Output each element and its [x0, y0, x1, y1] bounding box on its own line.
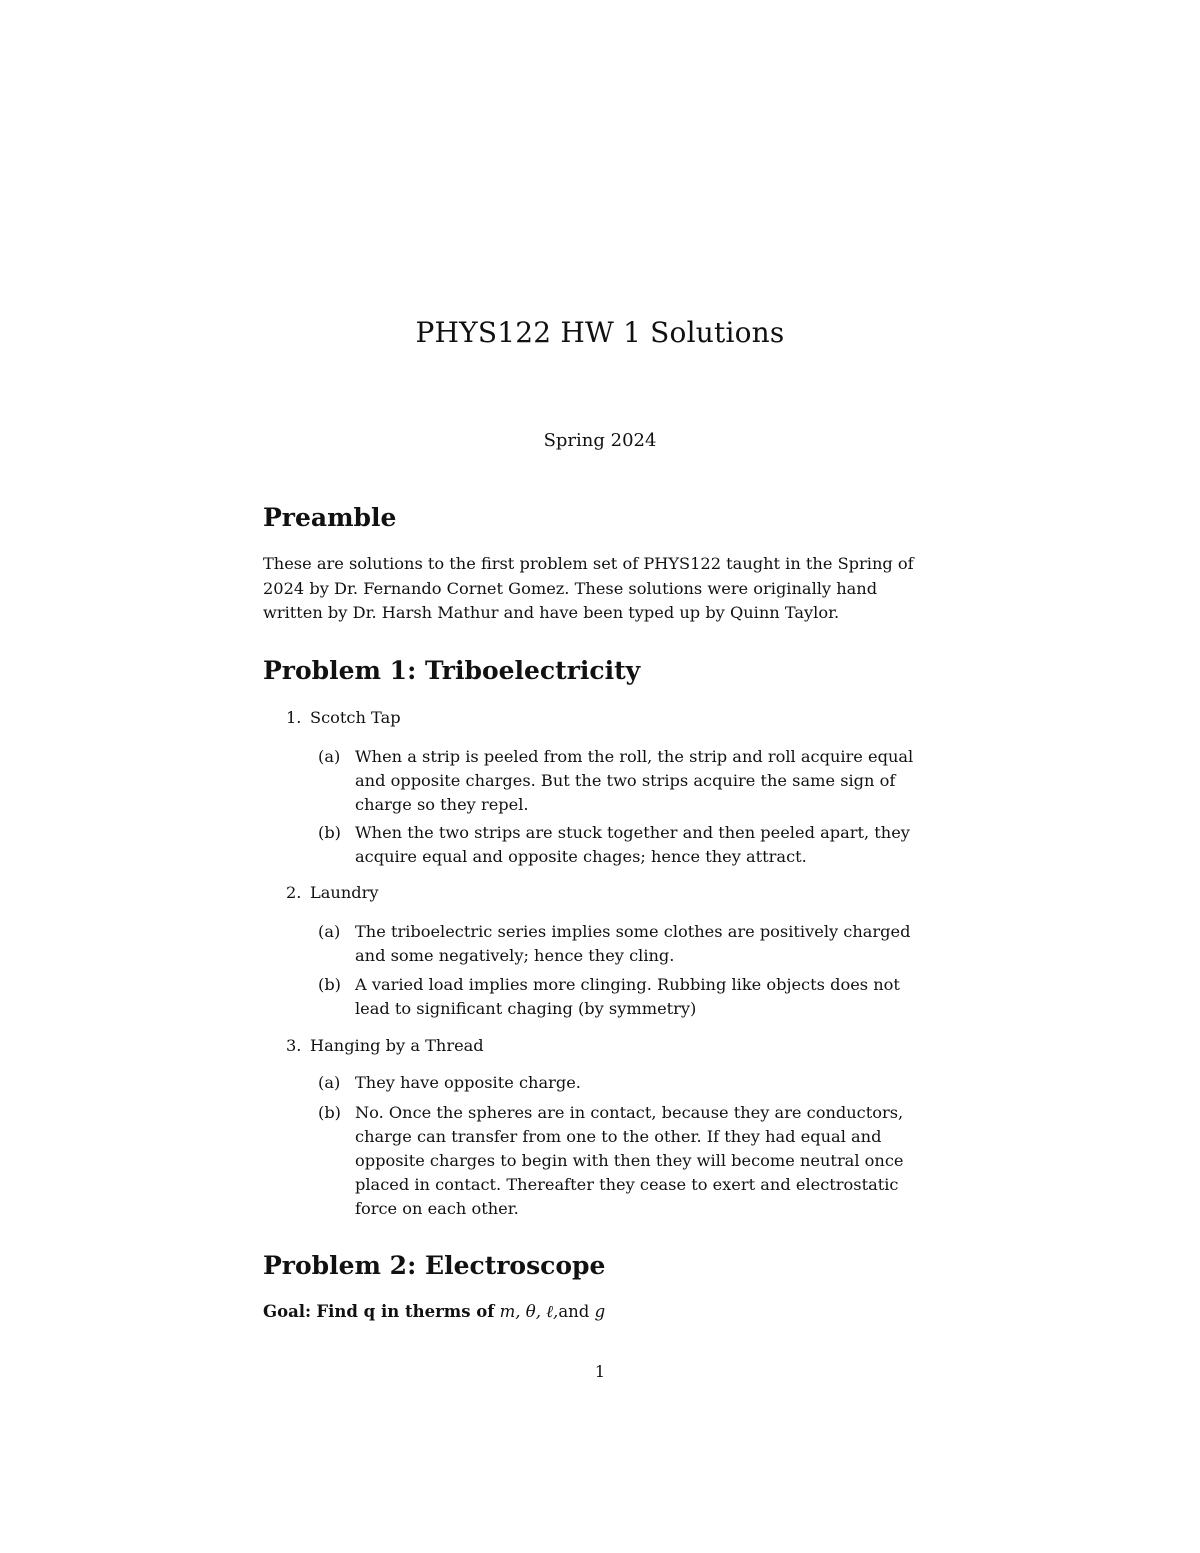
list-item-label: Scotch Tap [310, 708, 401, 727]
list-item [286, 706, 946, 730]
list-item [286, 1034, 946, 1058]
list-item-number: 1. [286, 708, 302, 727]
sub-item-label: (b) [318, 1103, 341, 1122]
page-number: 1 [594, 1362, 606, 1381]
list-item-number: 3. [286, 1036, 302, 1055]
list-item-label: Hanging by a Thread [310, 1036, 484, 1055]
sub-item [318, 1071, 943, 1095]
goal-last-variable: g [594, 1302, 606, 1321]
goal-and: and [558, 1302, 590, 1321]
list-item [286, 881, 946, 905]
list-item-number: 2. [286, 883, 302, 902]
problem1-heading: Problem 1: Triboelectricity [263, 656, 641, 685]
sub-item-text: They have opposite charge. [355, 1073, 581, 1092]
sub-item-label: (b) [318, 823, 341, 842]
sub-item-label: (a) [318, 1073, 341, 1092]
document-date: Spring 2024 [543, 430, 657, 451]
sub-item [318, 973, 943, 1021]
goal-text: Find q in therms of [316, 1302, 495, 1321]
goal-statement [263, 1302, 605, 1322]
document-title: PHYS122 HW 1 Solutions [415, 316, 785, 349]
goal-variables: m, θ, ℓ, [499, 1302, 559, 1321]
sub-item [318, 920, 943, 968]
sub-item [318, 745, 943, 817]
sub-item-text: A varied load implies more clinging. Rubbing like objects does not lead to significant chaging (by symmetry) [355, 975, 900, 1018]
sub-item-label: (a) [318, 747, 341, 766]
sub-item-label: (a) [318, 922, 341, 941]
sub-item-text: The triboelectric series implies some clothes are positively charged and some negatively; hence they cling. [355, 922, 911, 965]
list-item-label: Laundry [310, 883, 379, 902]
problem2-heading: Problem 2: Electroscope [263, 1251, 606, 1280]
sub-item-text: When a strip is peeled from the roll, the strip and roll acquire equal and opposite charges. But the two strips acquire the same sign of charge so they repel. [355, 747, 914, 814]
preamble-heading: Preamble [263, 503, 397, 532]
sub-item-label: (b) [318, 975, 341, 994]
sub-item [318, 1101, 943, 1221]
sub-item [318, 821, 943, 869]
preamble-text: These are solutions to the first problem set of PHYS122 taught in the Spring of 2024 by Dr. Fernando Cornet Gomez. These solutions were originally hand written by Dr. Harsh Mathur and have been typed up by Quinn Taylor. [263, 554, 914, 622]
sub-item-text: When the two strips are stuck together and then peeled apart, they acquire equal and opposite chages; hence they attract. [355, 823, 910, 866]
sub-item-text: No. Once the spheres are in contact, because they are conductors, charge can transfer from one to the other. If they had equal and opposite charges to begin with then they will become neutral once placed in contact. Thereafter they cease to exert and electrostatic force on each other. [355, 1103, 904, 1218]
goal-label: Goal: [263, 1302, 312, 1321]
